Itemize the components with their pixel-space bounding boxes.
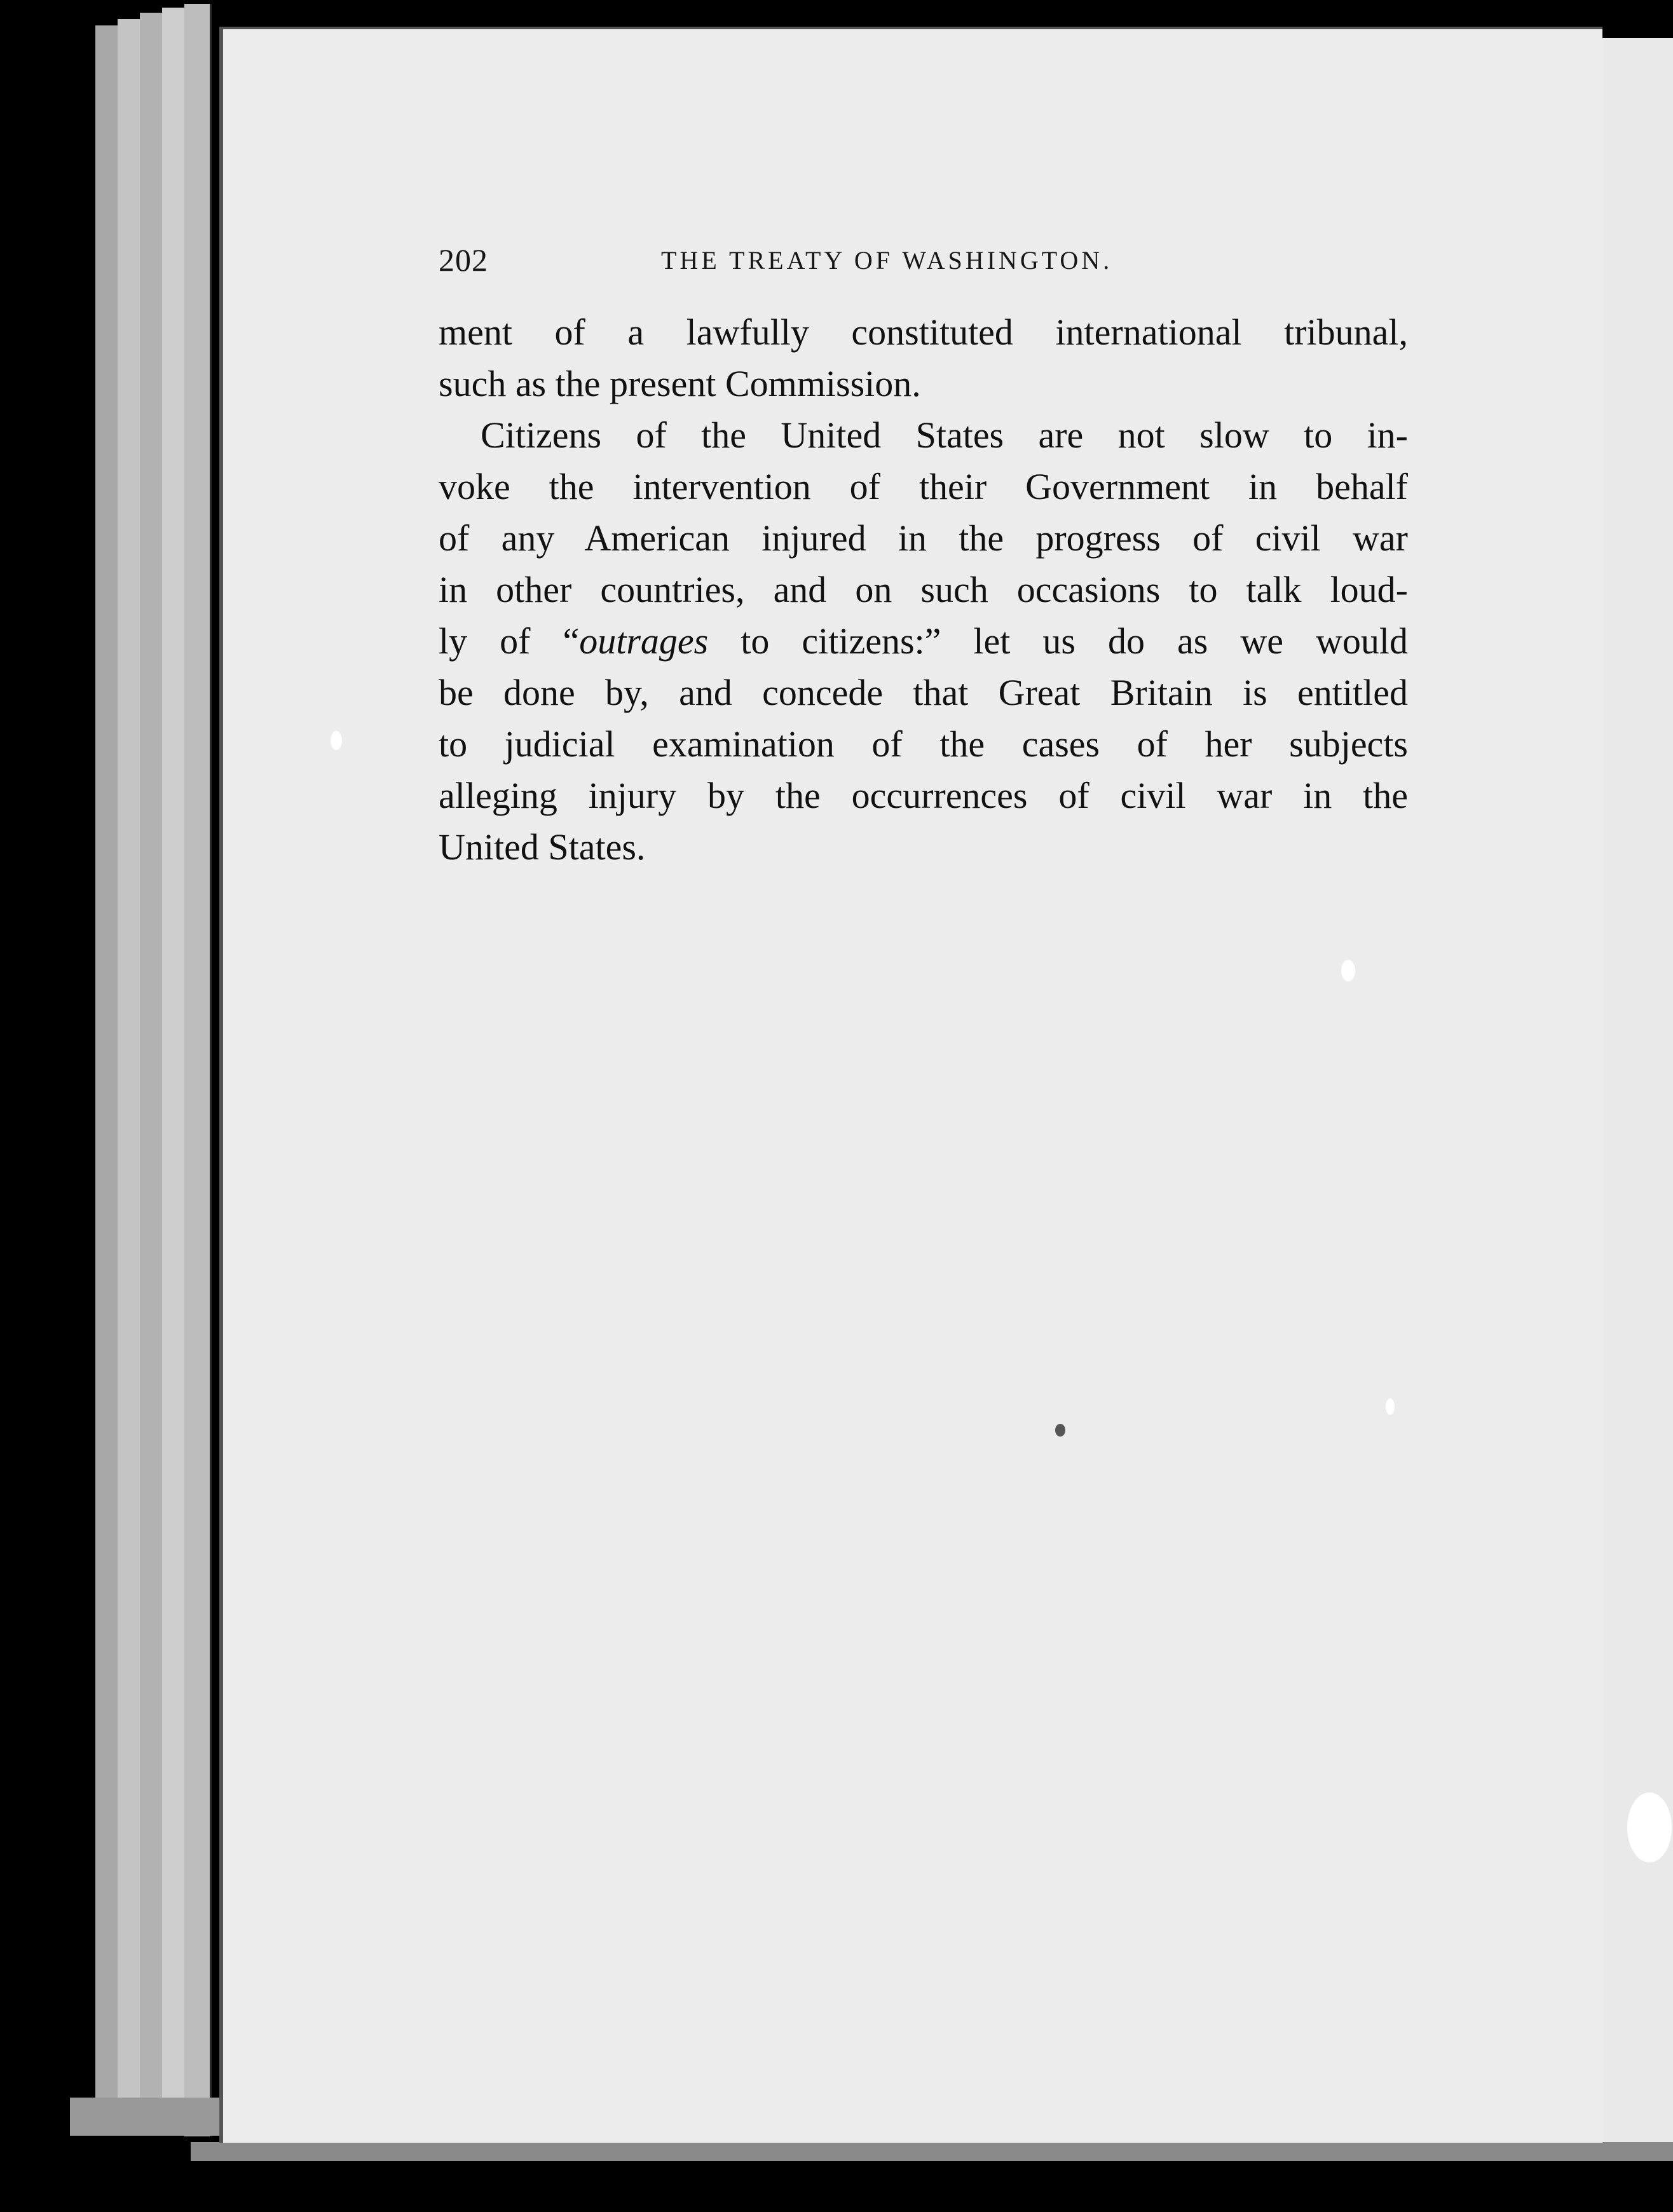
scan-speck [1386, 1398, 1395, 1415]
text-line: such as the present Commission. [439, 363, 921, 404]
body-text [439, 306, 1408, 873]
text-segment: ly of “ [439, 620, 580, 662]
running-head [439, 242, 1408, 286]
text-line: ment of a lawfully constituted international tribunal, [439, 311, 1408, 353]
text-line: United States. [439, 826, 646, 868]
text-line: voke the intervention of their Government in behalf [439, 466, 1408, 507]
text-line [439, 615, 1408, 667]
scan-speck [1055, 1424, 1065, 1437]
italic-word: outrages [579, 620, 709, 662]
text-segment: to citizens:” let us do as we would [708, 620, 1408, 662]
page-edge-bottom [70, 2098, 222, 2136]
text-line: to judicial examination of the cases of her subjects [439, 723, 1408, 765]
text-line: in other countries, and on such occasions to talk loud- [439, 569, 1408, 610]
page-bottom-strip [191, 2142, 1673, 2161]
text-line: alleging injury by the occurrences of civil war in the [439, 775, 1408, 816]
scan-speck [331, 731, 342, 750]
text-line: be done by, and concede that Great Britain is entitled [439, 672, 1408, 713]
running-title: THE TREATY OF WASHINGTON. [661, 246, 1113, 275]
page-edge [184, 4, 212, 2136]
scan-speck [1627, 1792, 1672, 1862]
text-line: of any American injured in the progress of civil war [439, 517, 1408, 559]
text-line: Citizens of the United States are not slow to in- [481, 414, 1408, 456]
scan-speck [1341, 960, 1355, 981]
page-number: 202 [439, 242, 488, 278]
